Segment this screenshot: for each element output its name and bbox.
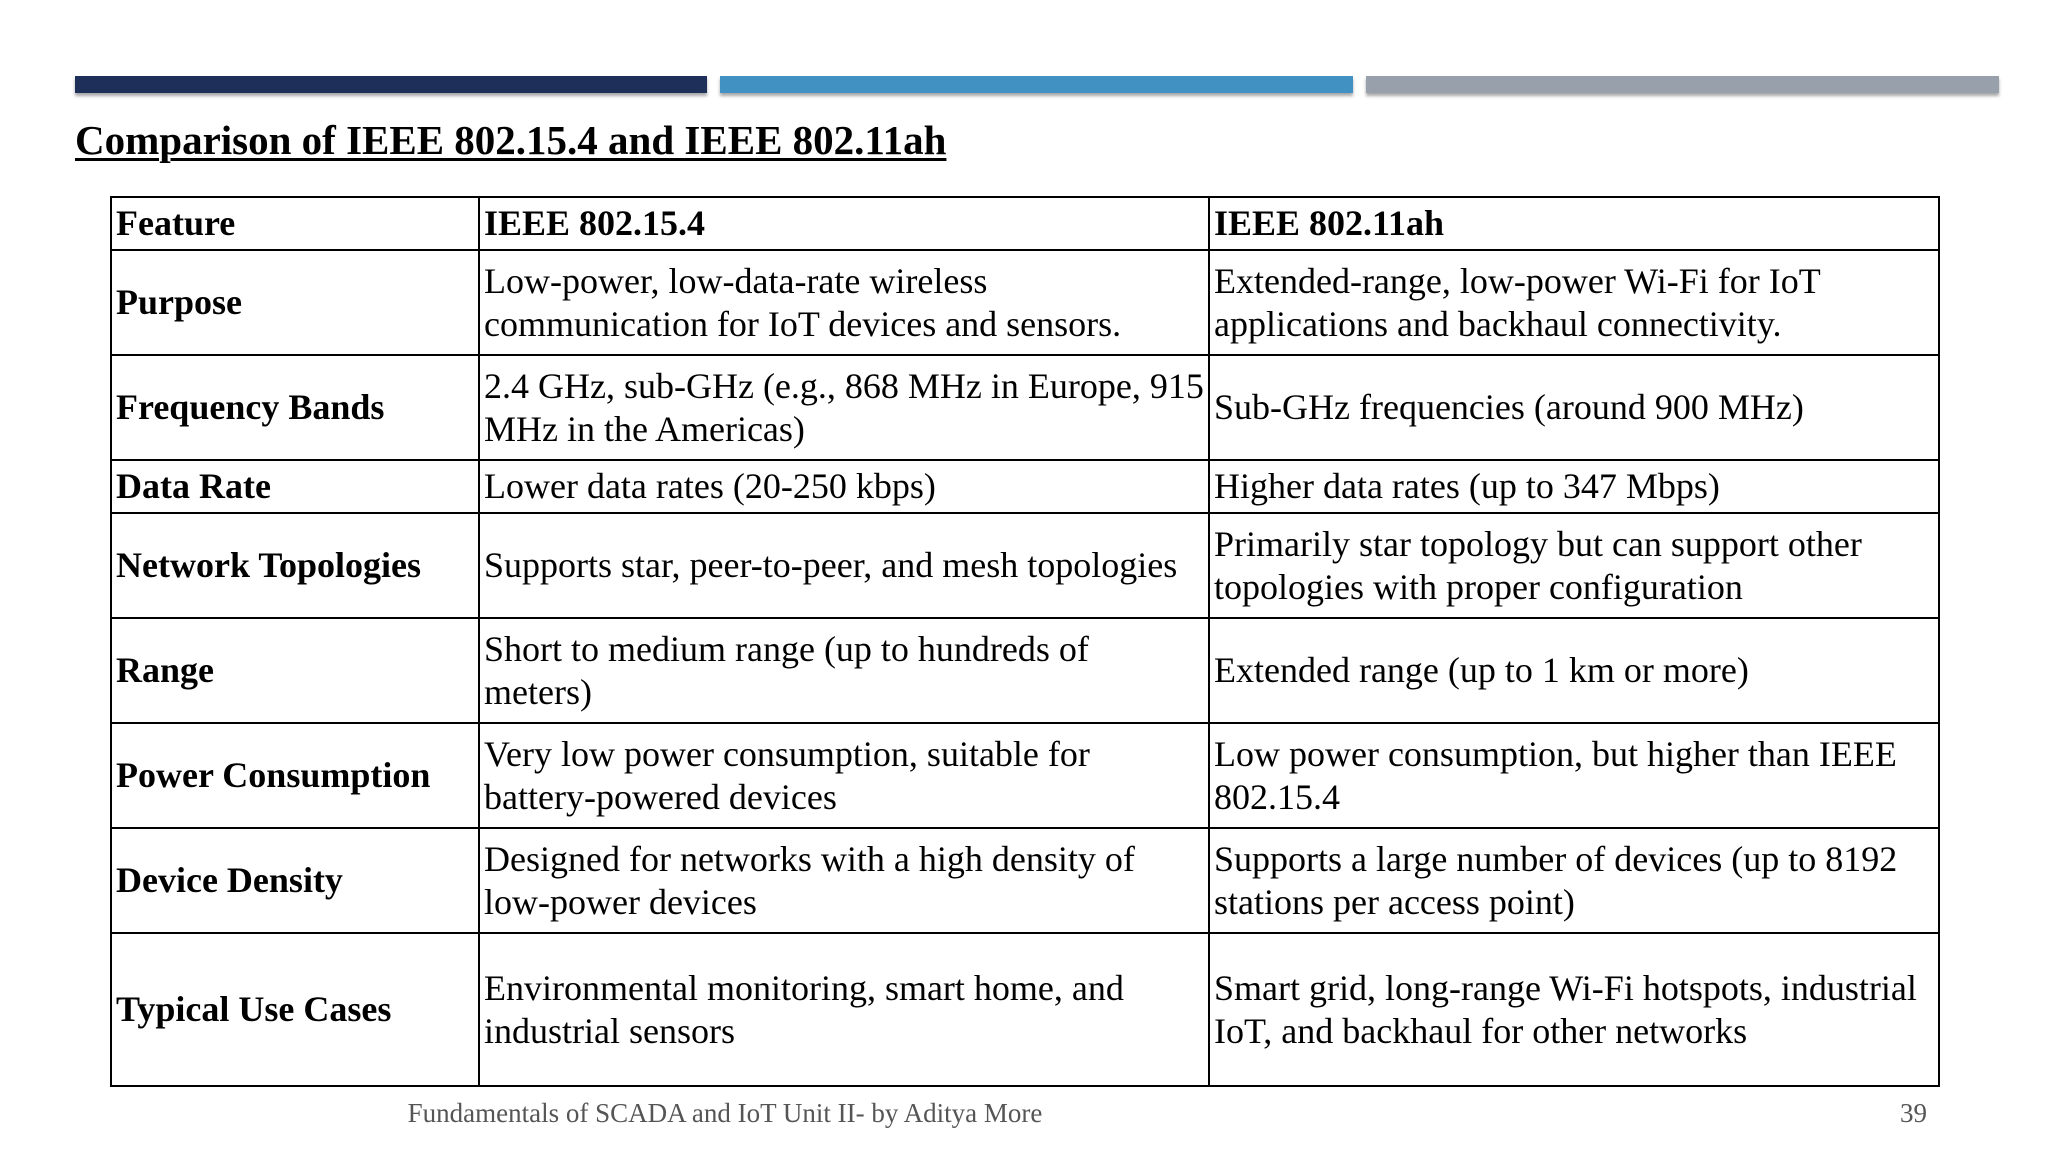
header-ieee-802-11ah: IEEE 802.11ah (1209, 197, 1939, 250)
feature-cell: Frequency Bands (111, 355, 479, 460)
comparison-table (110, 196, 1940, 1087)
feature-cell: Range (111, 618, 479, 723)
table-row (111, 618, 1939, 723)
feature-cell: Device Density (111, 828, 479, 933)
ieee-802-11ah-cell: Smart grid, long-range Wi-Fi hotspots, industrial IoT, and backhaul for other networks (1209, 933, 1939, 1086)
accent-bar-dark-blue (75, 76, 707, 93)
table-row (111, 250, 1939, 355)
ieee-802-15-4-cell: 2.4 GHz, sub-GHz (e.g., 868 MHz in Europe, 915 MHz in the Americas) (479, 355, 1209, 460)
accent-bar-light-blue (720, 76, 1353, 93)
ieee-802-15-4-cell: Lower data rates (20-250 kbps) (479, 460, 1209, 513)
table-row (111, 460, 1939, 513)
slide-title: Comparison of IEEE 802.15.4 and IEEE 802.11ah (75, 117, 947, 163)
footer-text: Fundamentals of SCADA and IoT Unit II- by Aditya More (407, 1098, 1043, 1128)
feature-cell: Data Rate (111, 460, 479, 513)
header-ieee-802-15-4: IEEE 802.15.4 (479, 197, 1209, 250)
feature-cell: Network Topologies (111, 513, 479, 618)
ieee-802-15-4-cell: Very low power consumption, suitable for battery-powered devices (479, 723, 1209, 828)
ieee-802-15-4-cell: Short to medium range (up to hundreds of meters) (479, 618, 1209, 723)
ieee-802-11ah-cell: Sub-GHz frequencies (around 900 MHz) (1209, 355, 1939, 460)
table-row (111, 828, 1939, 933)
ieee-802-11ah-cell: Extended-range, low-power Wi-Fi for IoT applications and backhaul connectivity. (1209, 250, 1939, 355)
header-feature: Feature (111, 197, 479, 250)
ieee-802-11ah-cell: Supports a large number of devices (up to 8192 stations per access point) (1209, 828, 1939, 933)
ieee-802-15-4-cell: Supports star, peer-to-peer, and mesh topologies (479, 513, 1209, 618)
table-header-row (111, 197, 1939, 250)
feature-cell: Typical Use Cases (111, 933, 479, 1086)
table-row (111, 933, 1939, 1086)
ieee-802-15-4-cell: Environmental monitoring, smart home, and industrial sensors (479, 933, 1209, 1086)
ieee-802-11ah-cell: Higher data rates (up to 347 Mbps) (1209, 460, 1939, 513)
accent-bar-gray (1366, 76, 1999, 93)
table-row (111, 355, 1939, 460)
feature-cell: Power Consumption (111, 723, 479, 828)
feature-cell: Purpose (111, 250, 479, 355)
ieee-802-11ah-cell: Extended range (up to 1 km or more) (1209, 618, 1939, 723)
page-number: 39 (1900, 1098, 1927, 1128)
ieee-802-15-4-cell: Low-power, low-data-rate wireless communication for IoT devices and sensors. (479, 250, 1209, 355)
ieee-802-15-4-cell: Designed for networks with a high density of low-power devices (479, 828, 1209, 933)
table-row (111, 513, 1939, 618)
table-row (111, 723, 1939, 828)
ieee-802-11ah-cell: Primarily star topology but can support other topologies with proper configuration (1209, 513, 1939, 618)
ieee-802-11ah-cell: Low power consumption, but higher than IEEE 802.15.4 (1209, 723, 1939, 828)
